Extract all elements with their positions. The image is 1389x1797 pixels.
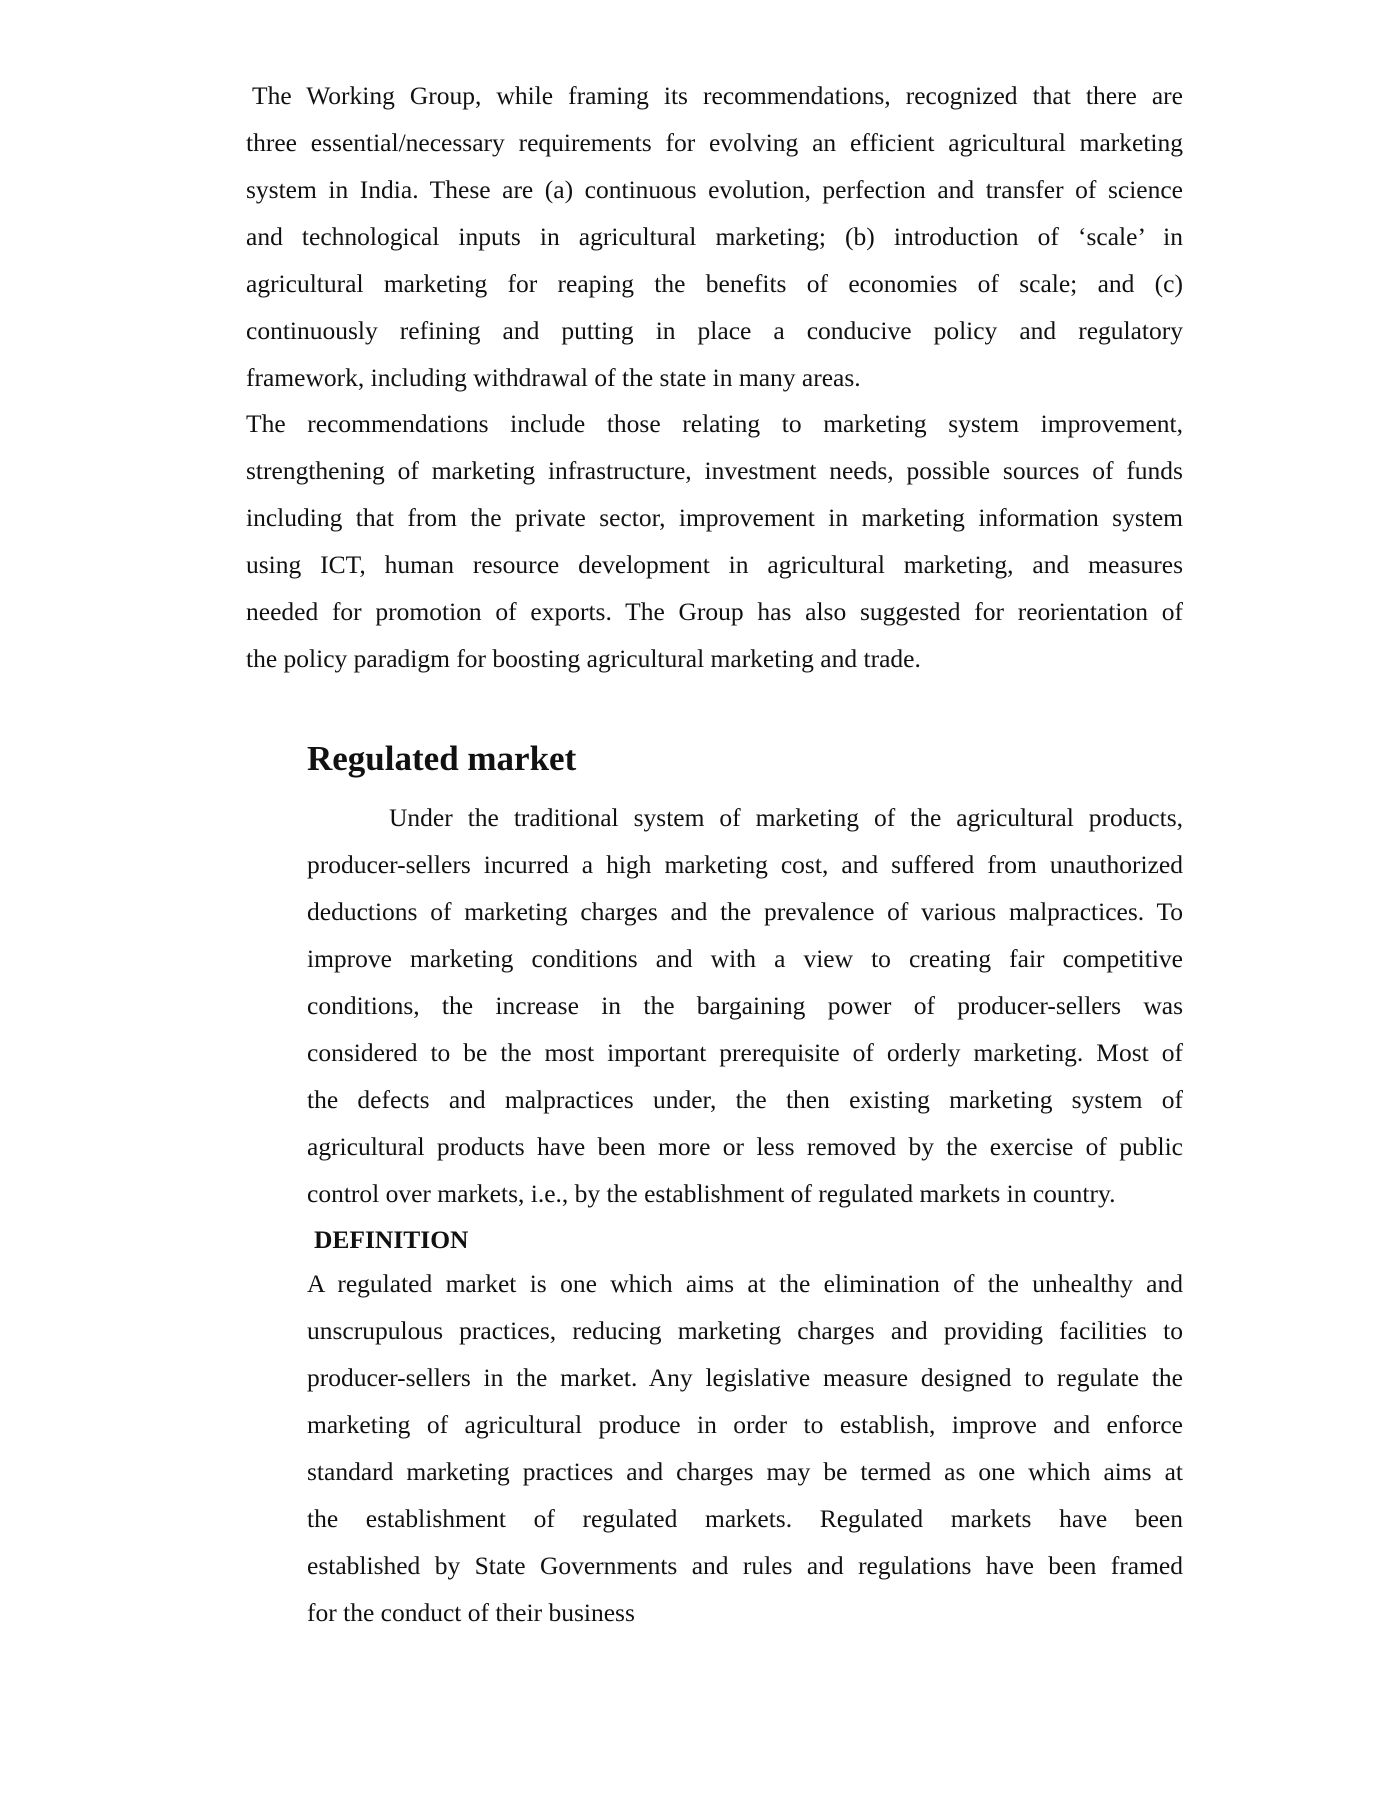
- text-line: considered to be the most important prerequisite of orderly marketing. Most of: [307, 1038, 1183, 1067]
- text-line: agricultural products have been more or less removed by the exercise of public: [307, 1132, 1183, 1161]
- text-line: established by State Governments and rules and regulations have been framed: [307, 1551, 1183, 1580]
- text-line: for the conduct of their business: [307, 1598, 635, 1627]
- definition-subheading: DEFINITION: [314, 1225, 469, 1254]
- text-line: control over markets, i.e., by the establishment of regulated markets in country.: [307, 1179, 1116, 1208]
- regulated-market-paragraph: [307, 794, 1183, 1217]
- text-line: strengthening of marketing infrastructure, investment needs, possible sources of funds: [246, 456, 1183, 485]
- section-heading: Regulated market: [307, 739, 577, 778]
- text-line: The Working Group, while framing its recommendations, recognized that there are: [252, 81, 1183, 110]
- text-line: the defects and malpractices under, the then existing marketing system of: [307, 1085, 1183, 1114]
- text-line: improve marketing conditions and with a view to creating fair competitive: [307, 944, 1183, 973]
- text-line: and technological inputs in agricultural marketing; (b) introduction of ‘scale’ in: [246, 222, 1183, 251]
- text-line: A regulated market is one which aims at the elimination of the unhealthy and: [307, 1269, 1183, 1298]
- definition-paragraph: [307, 1260, 1183, 1636]
- text-line: The recommendations include those relating to marketing system improvement,: [246, 409, 1183, 438]
- text-line: standard marketing practices and charges may be termed as one which aims at: [307, 1457, 1183, 1486]
- text-line: continuously refining and putting in place a conducive policy and regulatory: [246, 316, 1183, 345]
- text-line: Under the traditional system of marketing of the agricultural products,: [389, 803, 1183, 832]
- intro-paragraph-working-group: [246, 72, 1183, 401]
- text-line: unscrupulous practices, reducing marketing charges and providing facilities to: [307, 1316, 1183, 1345]
- text-line: system in India. These are (a) continuous evolution, perfection and transfer of science: [246, 175, 1183, 204]
- text-line: three essential/necessary requirements for evolving an efficient agricultural marketing: [246, 128, 1183, 157]
- text-line: including that from the private sector, improvement in marketing information system: [246, 503, 1183, 532]
- text-line: the establishment of regulated markets. Regulated markets have been: [307, 1504, 1183, 1533]
- text-line: agricultural marketing for reaping the benefits of economies of scale; and (c): [246, 269, 1183, 298]
- text-line: using ICT, human resource development in agricultural marketing, and measures: [246, 550, 1183, 579]
- text-line: producer-sellers in the market. Any legislative measure designed to regulate the: [307, 1363, 1183, 1392]
- text-line: framework, including withdrawal of the state in many areas.: [246, 363, 861, 392]
- intro-paragraph-recommendations: [246, 400, 1183, 682]
- text-line: deductions of marketing charges and the prevalence of various malpractices. To: [307, 897, 1183, 926]
- text-line: producer-sellers incurred a high marketing cost, and suffered from unauthorized: [307, 850, 1183, 879]
- text-line: marketing of agricultural produce in order to establish, improve and enforce: [307, 1410, 1183, 1439]
- text-line: conditions, the increase in the bargaining power of producer-sellers was: [307, 991, 1183, 1020]
- text-line: the policy paradigm for boosting agricultural marketing and trade.: [246, 644, 921, 673]
- text-line: needed for promotion of exports. The Group has also suggested for reorientation of: [246, 597, 1183, 626]
